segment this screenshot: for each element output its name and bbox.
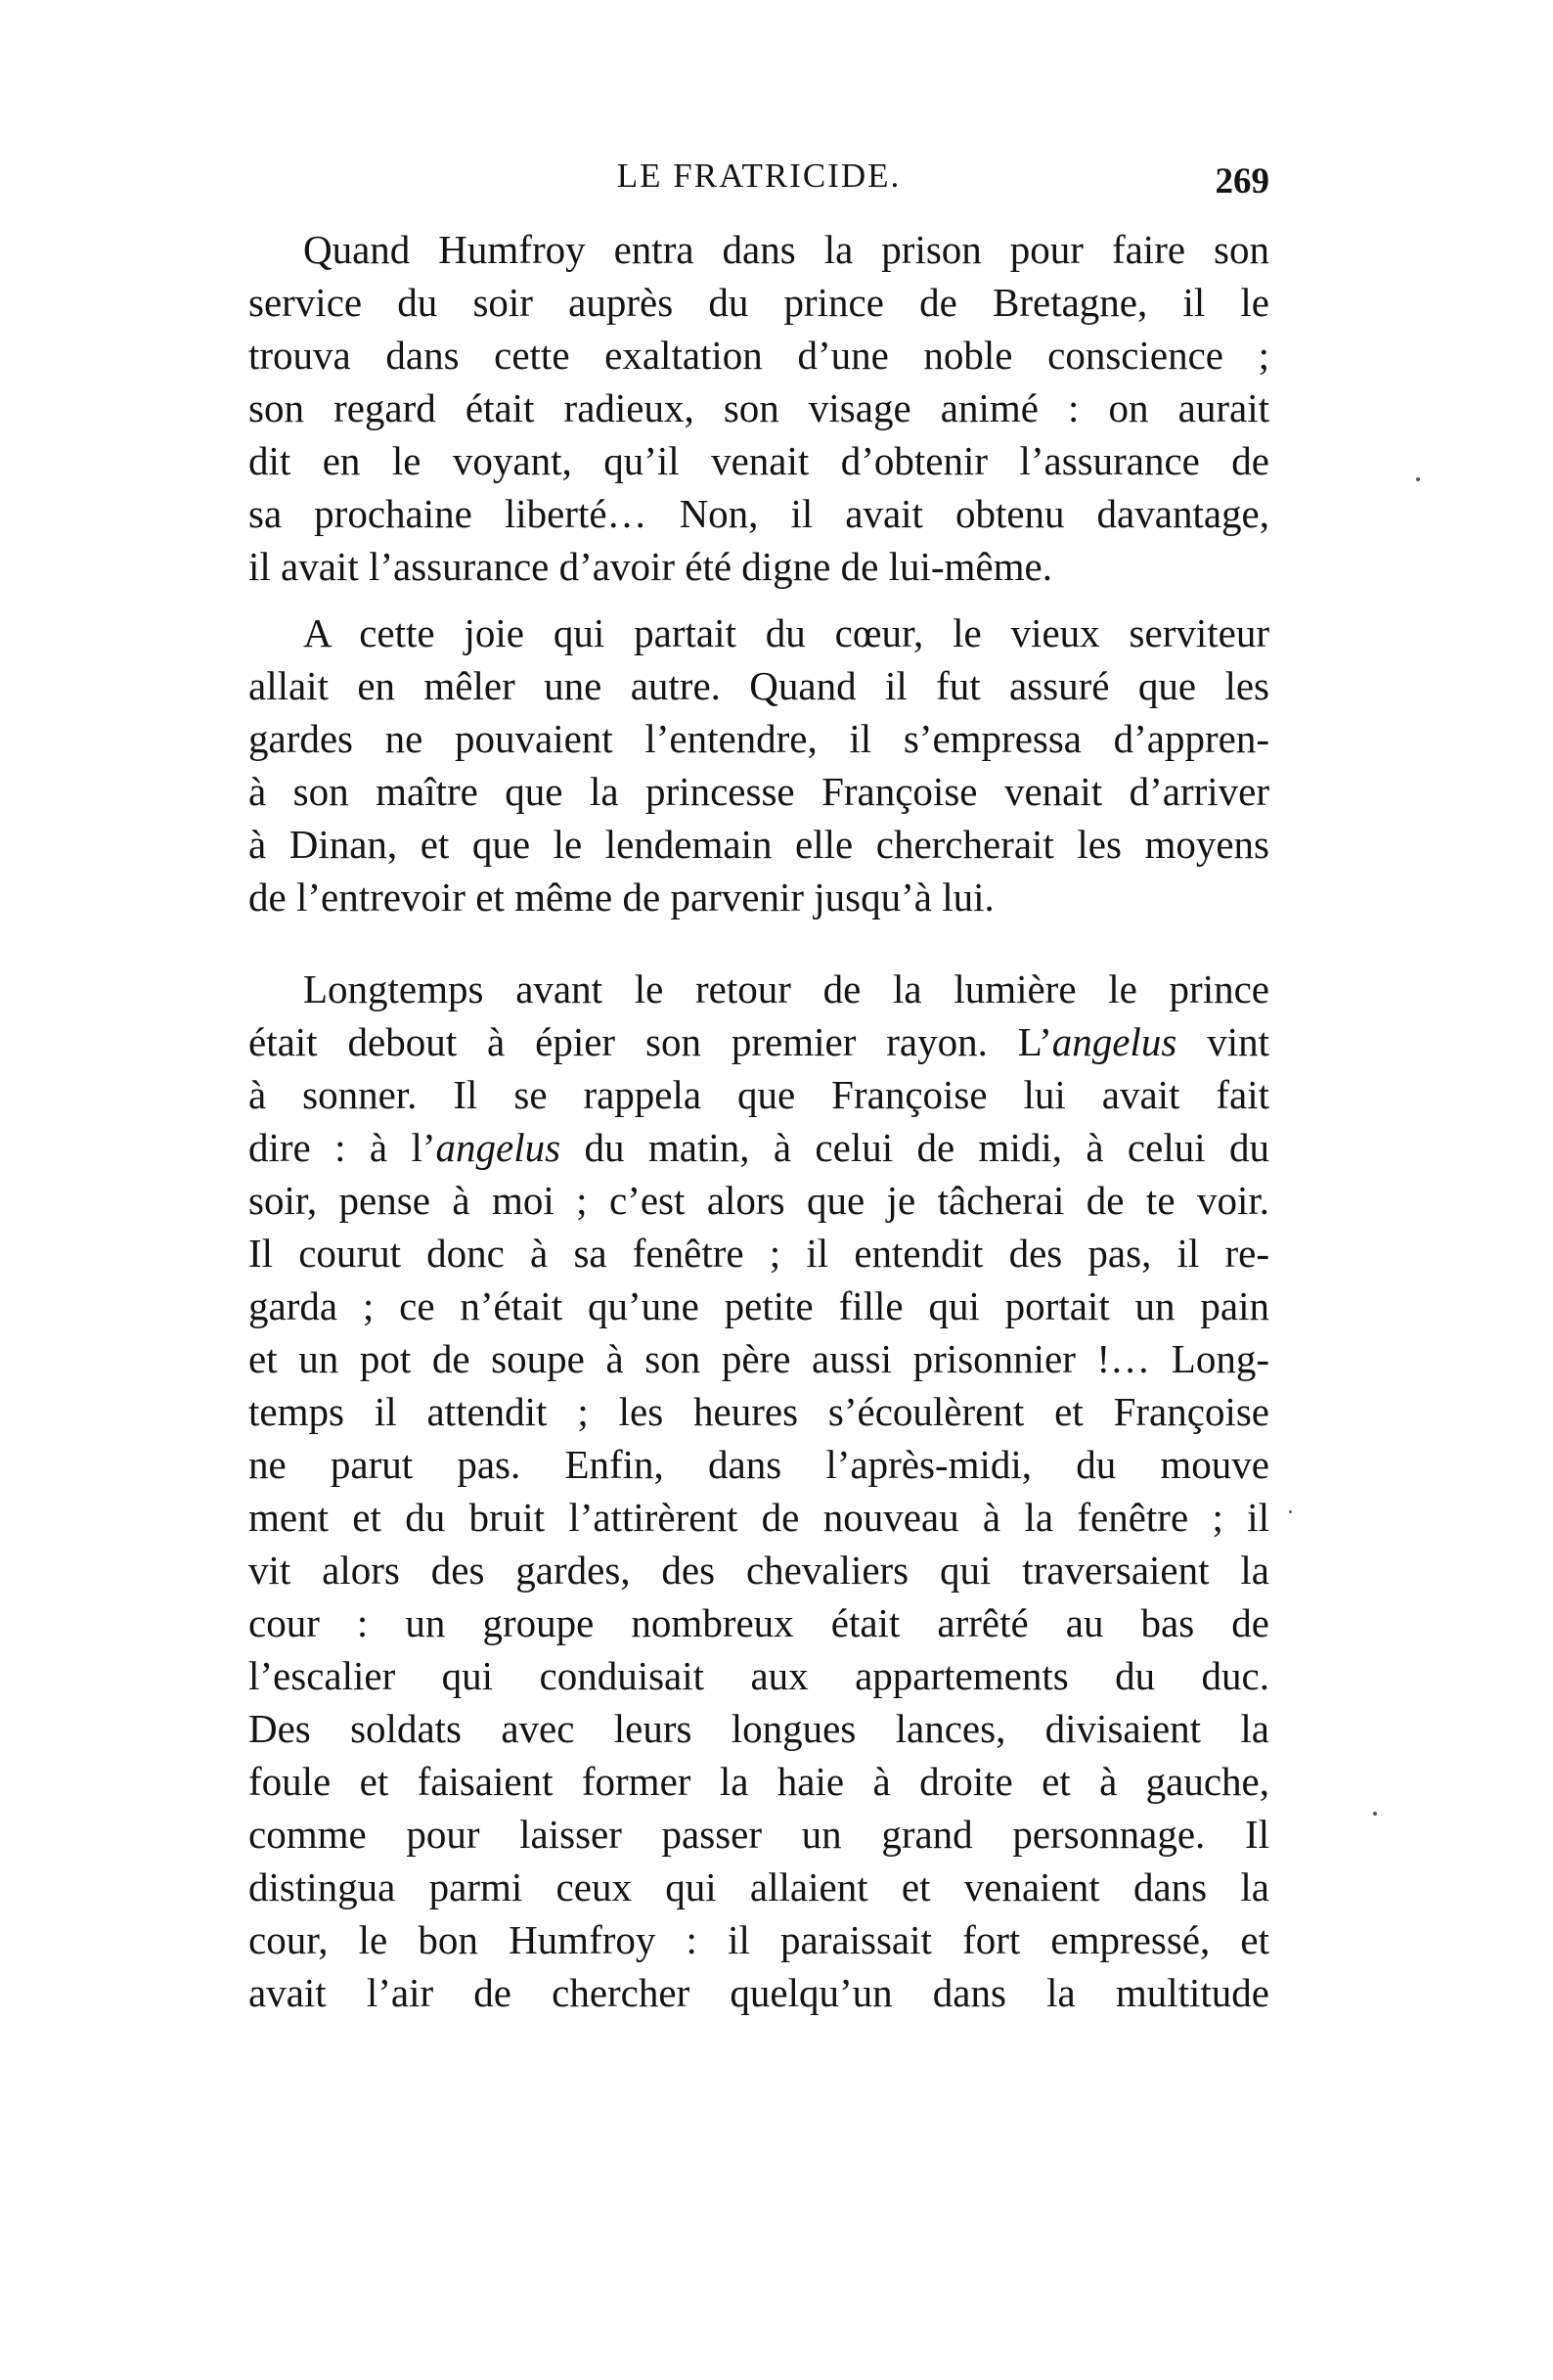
page-number: 269: [1215, 161, 1269, 202]
text-line: Quand Humfroy entra dans la prison pour faire son: [303, 227, 1269, 272]
text-line: à sonner. Il se rappela que Françoise lui avait fait: [248, 1072, 1269, 1117]
scan-speck: [1416, 477, 1420, 481]
paragraph-3: [248, 963, 1269, 2019]
text-line: cour : un groupe nombreux était arrêté au bas de: [248, 1600, 1269, 1645]
text-line: à son maître que la princesse Françoise venait d’arriver: [248, 769, 1269, 814]
text-line: vit alors des gardes, des chevaliers qui traversaient la: [248, 1548, 1269, 1593]
text-line: service du soir auprès du prince de Bretagne, il le: [248, 280, 1269, 325]
text-line: Il courut donc à sa fenêtre ; il entendit des pas, il re-: [248, 1231, 1269, 1276]
text-line: de l’entrevoir et même de parvenir jusqu’à lui.: [248, 875, 995, 920]
paragraph-2: [248, 606, 1269, 923]
text-line: dire : à l’angelus du matin, à celui de midi, à celui du: [248, 1125, 1269, 1170]
text-line: cour, le bon Humfroy : il paraissait fort empressé, et: [248, 1917, 1269, 1962]
text-line: temps il attendit ; les heures s’écoulèrent et Françoise: [248, 1389, 1269, 1434]
text-line: ne parut pas. Enfin, dans l’après-midi, du mouve: [248, 1442, 1269, 1487]
text-line: il avait l’assurance d’avoir été digne de lui-même.: [248, 544, 1052, 589]
text-line: l’escalier qui conduisait aux appartements du duc.: [248, 1653, 1269, 1698]
text-line: ment et du bruit l’attirèrent de nouveau à la fenêtre ; il: [248, 1495, 1269, 1540]
running-head: [248, 157, 1269, 205]
body-text: [248, 223, 1269, 2019]
text-line: garda ; ce n’était qu’une petite fille qui portait un pain: [248, 1283, 1269, 1328]
text-line: sa prochaine liberté… Non, il avait obtenu davantage,: [248, 491, 1269, 536]
text-line: A cette joie qui partait du cœur, le vieux serviteur: [303, 610, 1269, 655]
text-line: trouva dans cette exaltation d’une noble conscience ;: [248, 333, 1269, 378]
text-line: et un pot de soupe à son père aussi prisonnier !… Long-: [248, 1336, 1269, 1381]
text-line: allait en mêler une autre. Quand il fut assuré que les: [248, 663, 1269, 708]
text-line: dit en le voyant, qu’il venait d’obtenir l’assurance de: [248, 438, 1269, 483]
text-line: à Dinan, et que le lendemain elle chercherait les moyens: [248, 822, 1269, 867]
text-line: Des soldats avec leurs longues lances, divisaient la: [248, 1706, 1269, 1751]
running-title: LE FRATRICIDE.: [616, 157, 902, 195]
text-line: Longtemps avant le retour de la lumière le prince: [303, 966, 1269, 1011]
text-line: soir, pense à moi ; c’est alors que je tâcherai de te voir.: [248, 1178, 1269, 1223]
text-line: gardes ne pouvaient l’entendre, il s’empressa d’appren-: [248, 716, 1269, 761]
text-line: distingua parmi ceux qui allaient et venaient dans la: [248, 1864, 1269, 1909]
paragraph-1: [248, 223, 1269, 593]
text-line: avait l’air de chercher quelqu’un dans la multitude: [248, 1970, 1269, 2015]
text-line: était debout à épier son premier rayon. L’angelus vint: [248, 1019, 1269, 1064]
text-line: comme pour laisser passer un grand personnage. Il: [248, 1812, 1269, 1857]
scan-speck: [1373, 1812, 1377, 1816]
text-line: foule et faisaient former la haie à droite et à gauche,: [248, 1759, 1269, 1804]
text-line: son regard était radieux, son visage animé : on aurait: [248, 385, 1269, 430]
scan-speck: [1289, 1510, 1292, 1513]
